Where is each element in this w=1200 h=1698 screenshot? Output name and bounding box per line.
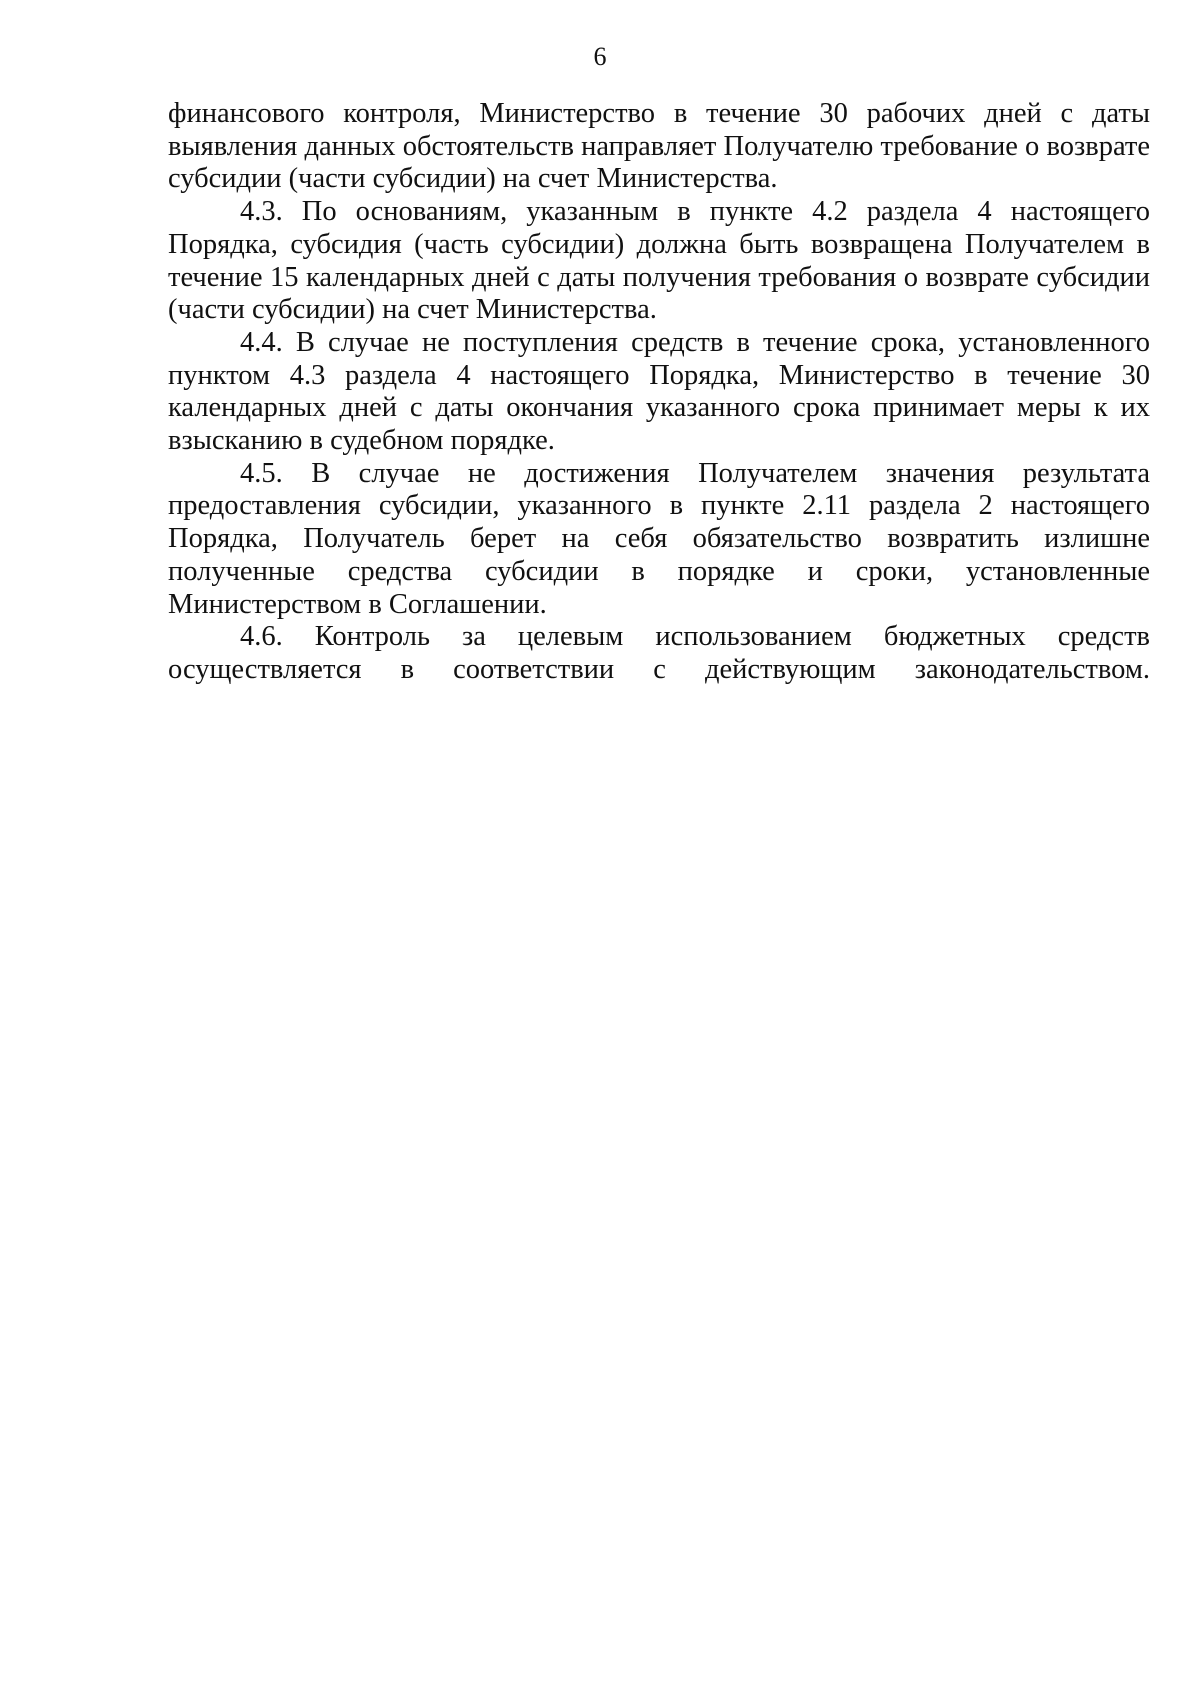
paragraph-4-3: 4.3. По основаниям, указанным в пункте 4.2 раздела 4 настоящего Порядка, субсидия (часть субсидии) должна быть возвращена Получателем в течение 15 календарных дней с даты получения требования о возврате субсидии (части субсидии) на счет Министерства. [168,196,1150,326]
paragraph-4-6: 4.6. Контроль за целевым использованием бюджетных средств осуществляется в соответствии с действующим законодательством. [168,621,1150,685]
paragraph-4-5: 4.5. В случае не достижения Получателем значения результата предоставления субсидии, указанного в пункте 2.11 раздела 2 настоящего Порядка, Получатель берет на себя обязательство возвратить излишне полученные средства субсидии в порядке и сроки, установленные Министерством в Соглашении. [168,457,1150,620]
page-number: 6 [593,42,607,71]
document-body [168,98,1150,687]
paragraph-4-4: 4.4. В случае не поступления средств в течение срока, установленного пунктом 4.3 раздела 4 настоящего Порядка, Министерство в течение 30 календарных дней с даты окончания указанного срока принимает меры к их взысканию в судебном порядке. [168,326,1150,457]
paragraph-continuation: финансового контроля, Министерство в течение 30 рабочих дней с даты выявления данных обстоятельств направляет Получателю требование о возврате субсидии (части субсидии) на счет Министерства. [168,98,1150,195]
